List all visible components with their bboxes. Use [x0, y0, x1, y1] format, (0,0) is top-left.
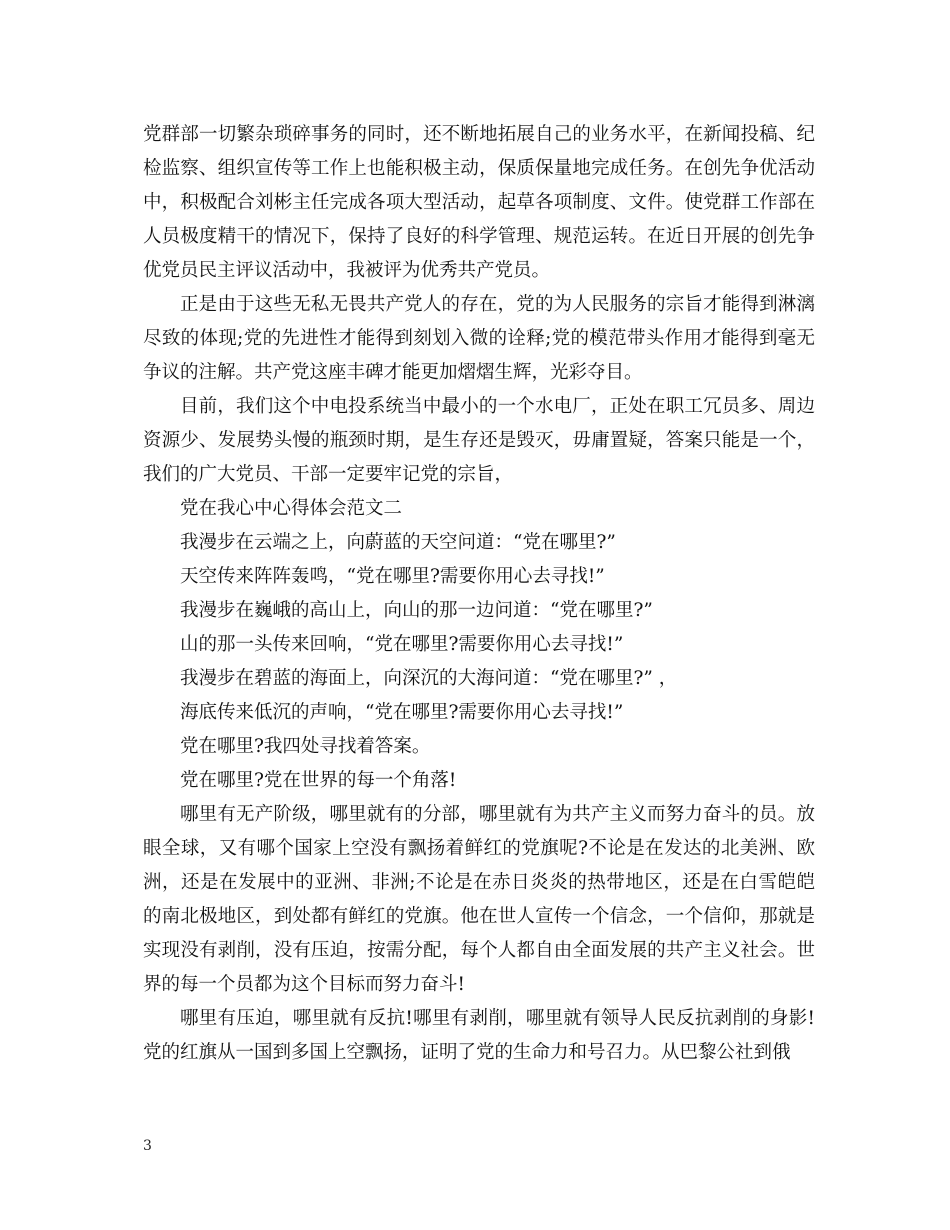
- paragraph: 目前，我们这个中电投系统当中最小的一个水电厂，正处在职工冗员多、周边资源少、发展势头慢的瓶颈时期，是生存还是毁灭，毋庸置疑，答案只能是一个，我们的广大党员、干部一定要牢记党的宗旨，: [143, 396, 815, 485]
- verse-line: 我漫步在巍峨的高山上，向山的那一边问道：“党在哪里?”: [180, 600, 653, 621]
- paragraph: 哪里有压迫，哪里就有反抗!哪里有剥削，哪里就有领导人民反抗剥削的身影!党的红旗从一国到多国上空飘扬，证明了党的生命力和号召力。从巴黎公社到俄: [143, 1008, 815, 1063]
- page-number: 3: [143, 1138, 152, 1154]
- document-body: [143, 118, 815, 1070]
- paragraph: 哪里有无产阶级，哪里就有的分部，哪里就有为共产主义而努力奋斗的员。放眼全球，又有哪个国家上空没有飘扬着鲜红的党旗呢?不论是在发达的北美洲、欧洲，还是在发展中的亚洲、非洲;不论是在赤日炎炎的热带地区，还是在白雪皑皑的南北极地区，到处都有鲜红的党旗。他在世人宣传一个信念，一个信仰，那就是实现没有剥削，没有压迫，按需分配，每个人都自由全面发展的共产主义社会。世界的每一个员都为这个目标而努力奋斗!: [143, 804, 815, 995]
- verse-line: 天空传来阵阵轰鸣，“党在哪里?需要你用心去寻找!”: [180, 566, 605, 587]
- paragraph: 正是由于这些无私无畏共产党人的存在，党的为人民服务的宗旨才能得到淋漓尽致的体现;党的先进性才能得到刻划入微的诠释;党的模范带头作用才能得到毫无争议的注解。共产党这座丰碑才能更加熠熠生辉，光彩夺目。: [143, 294, 815, 383]
- verse-line: 我漫步在碧蓝的海面上，向深沉的大海问道：“党在哪里?” ，: [180, 668, 678, 689]
- verse-line: 我漫步在云端之上，向蔚蓝的天空问道：“党在哪里?”: [180, 532, 616, 553]
- verse-line: 党在哪里?党在世界的每一个角落!: [180, 770, 457, 791]
- section-heading: 党在我心中心得体会范文二: [180, 498, 403, 519]
- verse-line: 党在哪里?我四处寻找着答案。: [180, 736, 431, 757]
- verse-line: 山的那一头传来回响，“党在哪里?需要你用心去寻找!”: [180, 634, 624, 655]
- verse-line: 海底传来低沉的声响，“党在哪里?需要你用心去寻找!”: [180, 702, 624, 723]
- paragraph: 党群部一切繁杂琐碎事务的同时，还不断地拓展自己的业务水平，在新闻投稿、纪检监察、组织宣传等工作上也能积极主动，保质保量地完成任务。在创先争优活动中，积极配合刘彬主任完成各项大型活动，起草各项制度、文件。使党群工作部在人员极度精干的情况下，保持了良好的科学管理、规范运转。在近日开展的创先争优党员民主评议活动中，我被评为优秀共产党员。: [143, 124, 815, 281]
